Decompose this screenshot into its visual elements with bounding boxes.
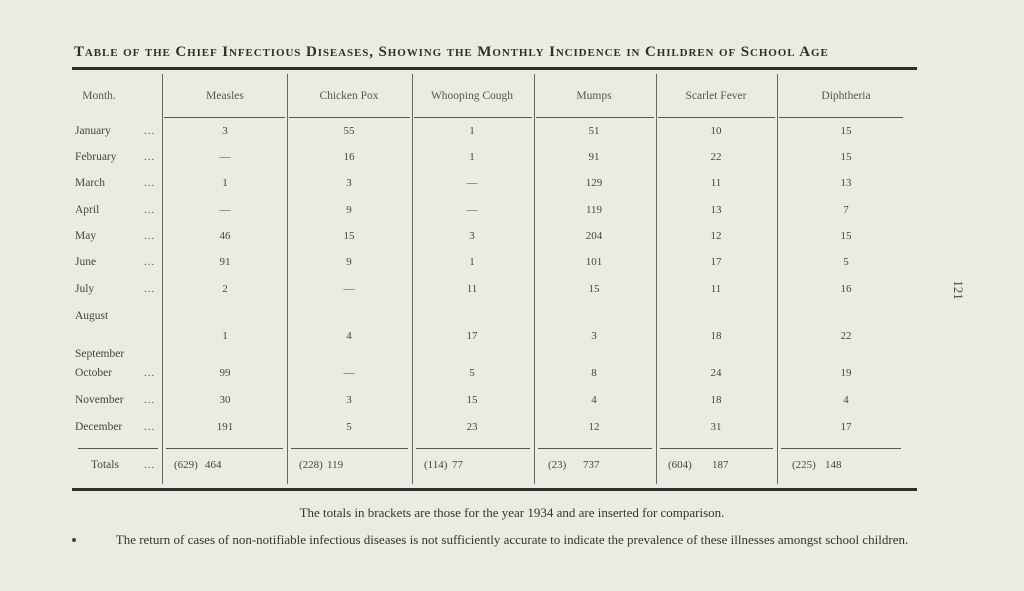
row-month-label: January (75, 125, 111, 137)
totals-current-year: 119 (327, 459, 344, 471)
column-header: Measles (206, 90, 244, 102)
table-cell: 3 (346, 177, 352, 189)
leader-dots: ... (144, 459, 156, 471)
top-rule (72, 67, 917, 70)
table-cell: 3 (222, 125, 228, 137)
totals-previous-year: (23) (548, 459, 567, 471)
table-cell: 4 (591, 394, 597, 406)
totals-rule (781, 448, 901, 449)
table-cell: 17 (840, 421, 852, 433)
note-accuracy: The return of cases of non-notifiable infectious diseases is not sufficiently accurate to indicate the prevalence of these illnesses amongst school children. (115, 532, 909, 547)
leader-dots: ... (144, 204, 156, 216)
row-month-label: February (75, 151, 117, 163)
header-underline (164, 117, 285, 118)
leader-dots: ... (144, 177, 156, 189)
header-underline (779, 117, 903, 118)
table-cell: 19 (840, 367, 852, 379)
table-cell: 2 (222, 283, 228, 295)
column-header: Chicken Pox (319, 90, 379, 102)
totals-rule (78, 448, 158, 449)
table-cell: 3 (469, 230, 475, 242)
table-cell: 23 (466, 421, 478, 433)
table-cell: 1 (469, 256, 475, 268)
table-cell: — (466, 204, 478, 216)
leader-dots: ... (144, 367, 156, 379)
table-cell: — (219, 204, 231, 216)
table-cell: 22 (840, 330, 852, 342)
totals-rule (166, 448, 283, 449)
table-cell: 1 (222, 177, 228, 189)
table-cell: 55 (343, 125, 355, 137)
table-cell: 31 (710, 421, 722, 433)
table-cell: 15 (840, 151, 852, 163)
leader-dots: ... (144, 230, 156, 242)
column-divider (777, 74, 778, 484)
table-cell: 9 (346, 256, 352, 268)
row-month-label: March (75, 177, 106, 189)
table-title: Table of the Chief Infectious Diseases, Showing the Monthly Incidence in Children of School Age (74, 44, 829, 60)
table-cell: 11 (710, 177, 722, 189)
table-cell: — (343, 367, 355, 379)
table-cell: 51 (588, 125, 600, 137)
totals-rule (660, 448, 773, 449)
totals-current-year: 77 (452, 459, 463, 471)
table-cell: 5 (346, 421, 352, 433)
leader-dots: ... (144, 125, 156, 137)
table-cell: 204 (585, 230, 603, 242)
table-cell: 13 (840, 177, 852, 189)
column-header: Diphtheria (821, 90, 871, 102)
row-month-label: July (75, 283, 95, 295)
column-header: Month. (82, 90, 116, 102)
row-month-label: December (75, 421, 123, 433)
table-cell: 119 (585, 204, 603, 216)
row-month-label: April (75, 204, 100, 216)
table-cell: 3 (346, 394, 352, 406)
table-cell: 17 (466, 330, 478, 342)
leader-dots: ... (144, 283, 156, 295)
bottom-rule (72, 488, 917, 491)
table-cell: 18 (710, 330, 722, 342)
totals-current-year: 464 (205, 459, 222, 471)
table-cell: 18 (710, 394, 722, 406)
table-cell: 4 (346, 330, 352, 342)
totals-current-year: 737 (583, 459, 600, 471)
table-cell: 46 (219, 230, 231, 242)
table-cell: 5 (469, 367, 475, 379)
table-cell: 15 (466, 394, 478, 406)
table-cell: 7 (843, 204, 849, 216)
table-cell: 4 (843, 394, 849, 406)
totals-previous-year: (228) (299, 459, 323, 471)
row-month-label: June (75, 256, 97, 268)
totals-rule (291, 448, 408, 449)
table-cell: 15 (840, 230, 852, 242)
table-cell: 5 (843, 256, 849, 268)
table-cell: 13 (710, 204, 722, 216)
column-header: Mumps (576, 90, 612, 102)
header-underline (658, 117, 775, 118)
table-cell: 129 (585, 177, 603, 189)
column-divider (534, 74, 535, 484)
column-divider (656, 74, 657, 484)
table-cell: 1 (469, 125, 475, 137)
table-cell: 16 (840, 283, 852, 295)
table-cell: — (343, 283, 355, 295)
column-header: Scarlet Fever (685, 90, 747, 102)
table-cell: 9 (346, 204, 352, 216)
totals-rule (416, 448, 530, 449)
totals-previous-year: (629) (174, 459, 198, 471)
column-divider (412, 74, 413, 484)
totals-rule (538, 448, 652, 449)
header-underline (414, 117, 532, 118)
table-cell: 12 (588, 421, 600, 433)
header-underline (289, 117, 410, 118)
row-month-label: November (75, 394, 124, 406)
table-cell: 91 (219, 256, 231, 268)
table-cell: 30 (219, 394, 231, 406)
table-cell: 11 (710, 283, 722, 295)
row-month-label: August (75, 310, 109, 322)
column-header: Whooping Cough (430, 90, 514, 102)
totals-previous-year: (225) (792, 459, 816, 471)
totals-previous-year: (114) (424, 459, 448, 471)
table-cell: 17 (710, 256, 722, 268)
table-cell: 101 (585, 256, 603, 268)
table-cell: 191 (216, 421, 234, 433)
totals-previous-year: (604) (668, 459, 692, 471)
table-cell: — (219, 151, 231, 163)
column-divider (162, 74, 163, 484)
leader-dots: ... (144, 394, 156, 406)
table-cell: 24 (710, 367, 722, 379)
totals-current-year: 187 (712, 459, 729, 471)
table-cell: 12 (710, 230, 722, 242)
table-cell: 16 (343, 151, 355, 163)
table-cell: 99 (219, 367, 231, 379)
table-cell: 1 (469, 151, 475, 163)
bullet-mark (72, 538, 76, 542)
table-cell: 8 (591, 367, 597, 379)
row-month-label: September (75, 348, 125, 360)
row-month-label: October (75, 367, 113, 379)
page-number: 121 (951, 280, 966, 300)
leader-dots: ... (144, 151, 156, 163)
totals-current-year: 148 (825, 459, 842, 471)
row-month-label: May (75, 230, 97, 242)
table-cell: 15 (343, 230, 355, 242)
table-cell: 15 (588, 283, 600, 295)
leader-dots: ... (144, 421, 156, 433)
totals-label: Totals (91, 459, 119, 471)
leader-dots: ... (144, 256, 156, 268)
table-cell: 3 (591, 330, 597, 342)
table-cell: 91 (588, 151, 600, 163)
table-cell: — (466, 177, 478, 189)
note-totals: The totals in brackets are those for the year 1934 and are inserted for comparison. (299, 505, 725, 520)
table-cell: 15 (840, 125, 852, 137)
column-divider (287, 74, 288, 484)
header-underline (536, 117, 654, 118)
table-cell: 22 (710, 151, 722, 163)
table-cell: 10 (710, 125, 722, 137)
table-cell: 1 (222, 330, 228, 342)
table-cell: 11 (466, 283, 478, 295)
